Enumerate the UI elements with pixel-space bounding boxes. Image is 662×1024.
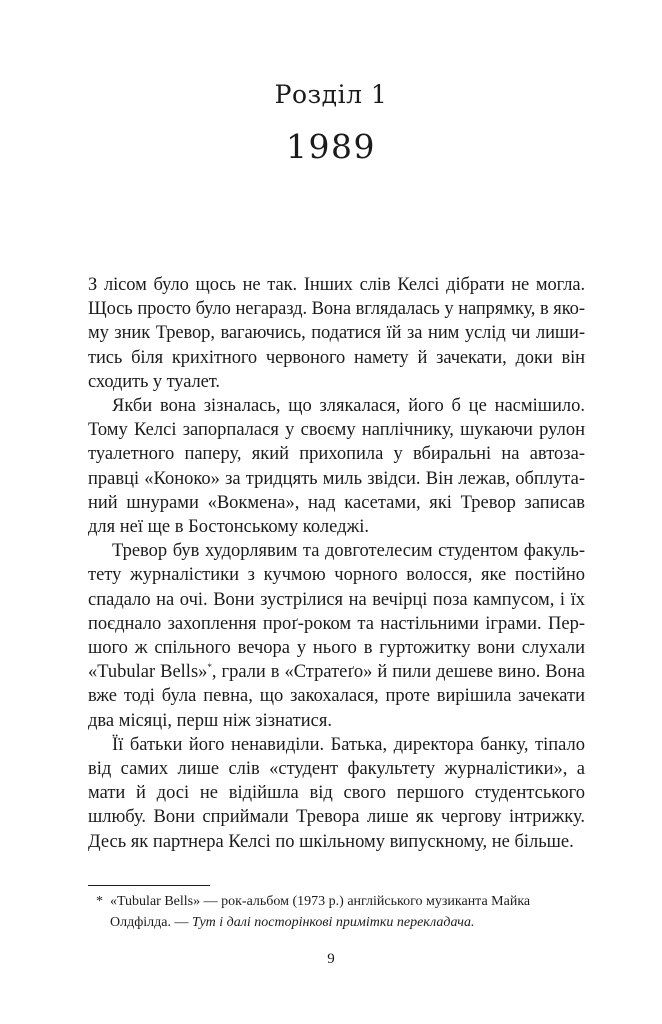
paragraph-2: Якби вона зізналась, що злякалася, його б це насмішило. Тому Келсі запорпалася у своєму наплічнику, шукаючи рулон туалетного паперу, який прихопила у вбиральні на автозаправці «Коноко» за тридцять миль звідси. Він лежав, обплутаний шнурами «Вокмена», над касетами, які Тревор записав для неї ще в Бостонському коледжі. xyxy=(88,396,585,538)
paragraph-4: Її батьки його ненавиділи. Батька, директора банку, тіпало від самих лише слів «студент факультету журналістики», а мати й досі не відійшла від свого першого студентського шлюбу. Вони сприймали Тревора лише як чергову інтрижку. Десь як партнера Келсі по шкільному випускному, не більше. xyxy=(88,734,585,852)
page-number: 9 xyxy=(327,951,335,967)
body-text xyxy=(88,273,585,854)
footnote-rule xyxy=(88,885,210,886)
footnote-body xyxy=(110,891,585,933)
chapter-year: 1989 xyxy=(286,127,376,166)
paragraph-3 xyxy=(88,539,585,733)
chapter-label: Розділ 1 xyxy=(274,80,388,109)
footnote-italic-text: Тут і далі посторінкові примітки перекладача. xyxy=(192,915,475,930)
footnote-text: «Tubular Bells» — рок-альбом (1973 р.) англійського музиканта Майка Олдфілда. — xyxy=(110,894,531,930)
paragraph-3-end: вже тоді була певна, що закохалася, проте вирішила зачекати два місяці, перш ніж зізнатися. xyxy=(88,686,585,731)
footnote-reference: * xyxy=(207,662,212,673)
paragraph-3-text: Тревор був худорлявим та довготелесим студентом факультету журналістики з кучмою чорного волосся, яке постійно спадало на очі. Вони зустрілися на вечірці поза кампусом, і їх поєднало захоплення проґ-роком та настільними іграми. Першого ж спільного вечора у нього в гуртожитку вони слухали «Tubular Bells» xyxy=(88,541,585,683)
footnote-marker: * xyxy=(96,894,103,909)
paragraph-3-continuation: , грали в «Стратеґо» й пили дешеве вино. Вона xyxy=(211,662,586,683)
paragraph-1: З лісом було щось не так. Інших слів Келсі дібрати не могла. Щось просто було негаразд. Вона вглядалась у напрямку, в якому зник Тревор, вагаючись, податися їй за ним услід чи лишитись біля крихітного червоного намету й зачекати, доки він сходить у туалет. xyxy=(88,275,585,392)
footnote xyxy=(88,891,585,933)
